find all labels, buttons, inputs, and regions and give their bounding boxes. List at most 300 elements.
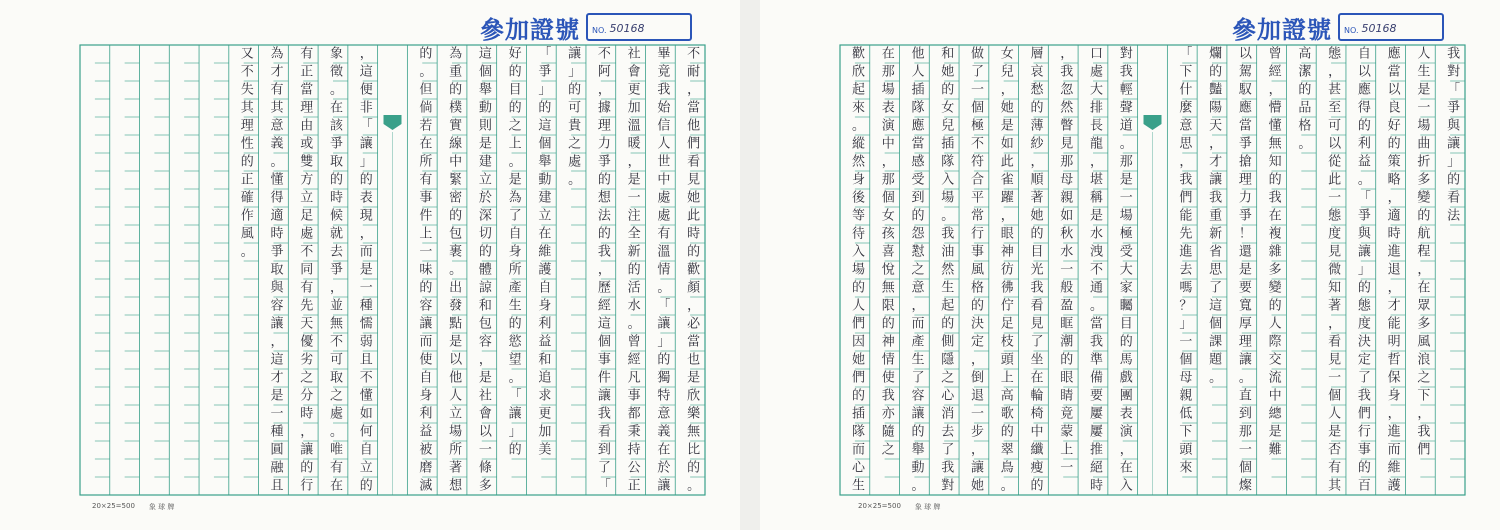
manuscript-char: ， bbox=[270, 334, 284, 350]
manuscript-char: 我 bbox=[1357, 388, 1371, 404]
manuscript-char: 中 bbox=[1268, 388, 1282, 404]
manuscript-char: 搶 bbox=[1238, 154, 1252, 170]
manuscript-char: 該 bbox=[330, 118, 344, 134]
manuscript-char: 性 bbox=[240, 136, 254, 152]
manuscript-char: 立 bbox=[478, 172, 492, 188]
manuscript-char: 益 bbox=[419, 424, 433, 440]
manuscript-char: 她 bbox=[970, 478, 985, 494]
manuscript-char: 而 bbox=[419, 334, 433, 350]
manuscript-char: 時 bbox=[330, 190, 344, 206]
manuscript-char: 取 bbox=[330, 154, 344, 170]
manuscript-char: 會 bbox=[627, 64, 641, 80]
manuscript-char: 插 bbox=[941, 136, 955, 152]
manuscript-char: 是 bbox=[1417, 82, 1431, 98]
manuscript-char: 不 bbox=[687, 46, 701, 62]
manuscript-char: 爭 bbox=[1238, 136, 1252, 152]
manuscript-char: ， bbox=[1030, 154, 1044, 170]
manuscript-char: 得 bbox=[1357, 100, 1371, 116]
manuscript-char: 」 bbox=[538, 82, 552, 98]
manuscript-char: 難 bbox=[1268, 442, 1282, 458]
manuscript-char: 因 bbox=[851, 334, 865, 350]
manuscript-char: ， bbox=[1000, 208, 1014, 224]
manuscript-char: 雜 bbox=[1268, 244, 1282, 260]
brand-label: 象 球 牌 bbox=[914, 503, 941, 511]
manuscript-char: 退 bbox=[970, 388, 985, 404]
manuscript-char: 有 bbox=[419, 172, 433, 188]
manuscript-char: 我 bbox=[1119, 64, 1133, 80]
manuscript-char: 倘 bbox=[419, 100, 433, 116]
manuscript-char: 天 bbox=[1209, 118, 1223, 134]
manuscript-char: 是 bbox=[449, 334, 463, 350]
manuscript-char: 求 bbox=[538, 388, 552, 404]
manuscript-char: 雙 bbox=[300, 154, 314, 170]
manuscript-char: ， bbox=[1000, 82, 1014, 98]
manuscript-char: 所 bbox=[419, 154, 433, 170]
manuscript-char: 益 bbox=[1357, 154, 1371, 170]
brand-label: 象 球 牌 bbox=[148, 503, 175, 511]
manuscript-char: 看 bbox=[1030, 298, 1044, 314]
manuscript-char: 於 bbox=[478, 190, 492, 206]
manuscript-char: 雀 bbox=[1000, 172, 1014, 188]
manuscript-char: 」 bbox=[568, 64, 582, 80]
manuscript-char: 。 bbox=[508, 154, 522, 170]
manuscript-char: 受 bbox=[1119, 244, 1133, 260]
manuscript-char: 。 bbox=[1090, 298, 1104, 314]
manuscript-char: 直 bbox=[1238, 388, 1252, 404]
manuscript-char: 讓 bbox=[1447, 136, 1461, 152]
manuscript-char: 是 bbox=[508, 172, 522, 188]
manuscript-char: 建 bbox=[478, 154, 492, 170]
manuscript-char: 讓 bbox=[657, 316, 671, 332]
manuscript-char: 流 bbox=[1268, 370, 1282, 386]
manuscript-char: 的 bbox=[911, 424, 925, 440]
manuscript-char: 水 bbox=[1090, 226, 1104, 242]
manuscript-char: 這 bbox=[270, 352, 284, 368]
manuscript-char: 品 bbox=[1298, 100, 1312, 116]
manuscript-char: 生 bbox=[851, 478, 865, 494]
manuscript-char: 百 bbox=[1357, 478, 1371, 494]
manuscript-char: 事 bbox=[1357, 442, 1371, 458]
manuscript-char: 母 bbox=[1060, 172, 1074, 188]
manuscript-char: 應 bbox=[1357, 82, 1371, 98]
manuscript-char: 一 bbox=[1060, 262, 1074, 278]
manuscript-char: 良 bbox=[1387, 100, 1401, 116]
manuscript-char: 見 bbox=[1060, 136, 1074, 152]
manuscript-char: 不 bbox=[1090, 262, 1104, 278]
manuscript-char: 口 bbox=[1090, 46, 1104, 62]
manuscript-char: 格 bbox=[970, 280, 985, 296]
manuscript-char: 諒 bbox=[478, 280, 492, 296]
manuscript-char: 產 bbox=[911, 334, 925, 350]
manuscript-char: 理 bbox=[240, 118, 254, 134]
manuscript-char: 當 bbox=[1090, 316, 1104, 332]
manuscript-char: ， bbox=[1060, 46, 1074, 62]
manuscript-char: 隱 bbox=[941, 352, 955, 368]
manuscript-char: 處 bbox=[657, 190, 671, 206]
manuscript-char: ， bbox=[687, 298, 701, 314]
manuscript-char: 的 bbox=[359, 478, 373, 494]
manuscript-char: 水 bbox=[627, 298, 641, 314]
manuscript-char: 睛 bbox=[1060, 388, 1074, 404]
manuscript-char: 瘦 bbox=[1030, 460, 1044, 476]
manuscript-char: 人 bbox=[851, 298, 865, 314]
manuscript-char: 那 bbox=[1119, 154, 1133, 170]
manuscript-char: 她 bbox=[851, 352, 865, 368]
manuscript-char: 女 bbox=[881, 208, 895, 224]
manuscript-char: 她 bbox=[1000, 100, 1014, 116]
manuscript-char: 一 bbox=[1119, 190, 1133, 206]
manuscript-char: 以 bbox=[1328, 136, 1342, 152]
manuscript-char: 的 bbox=[1357, 280, 1371, 296]
manuscript-char: 枝 bbox=[1000, 334, 1014, 350]
manuscript-char: 兒 bbox=[1000, 64, 1014, 80]
manuscript-char: 神 bbox=[881, 334, 895, 350]
manuscript-char: 當 bbox=[687, 100, 701, 116]
manuscript-char: 定 bbox=[970, 334, 985, 350]
manuscript-char: 的 bbox=[851, 280, 865, 296]
manuscript-char: 進 bbox=[1179, 244, 1193, 260]
manuscript-char: 才 bbox=[1209, 154, 1223, 170]
manuscript-char: 的 bbox=[881, 316, 895, 332]
manuscript-char: 欣 bbox=[851, 64, 865, 80]
manuscript-char: 入 bbox=[1119, 478, 1133, 494]
manuscript-char: 略 bbox=[1387, 172, 1401, 188]
manuscript-char: 演 bbox=[1119, 424, 1133, 440]
manuscript-char: 利 bbox=[1357, 136, 1371, 152]
manuscript-char: 複 bbox=[1268, 226, 1282, 242]
manuscript-char: 在 bbox=[881, 46, 895, 62]
manuscript-char: 場 bbox=[1417, 118, 1431, 134]
manuscript-char: 。 bbox=[270, 154, 284, 170]
manuscript-char: 個 bbox=[881, 190, 895, 206]
manuscript-char: 溫 bbox=[657, 244, 671, 260]
manuscript-char: 當 bbox=[300, 82, 314, 98]
manuscript-char: 場 bbox=[941, 190, 955, 206]
manuscript-char: 紗 bbox=[1030, 136, 1044, 152]
manuscript-char: 事 bbox=[970, 244, 985, 260]
manuscript-char: 包 bbox=[478, 316, 492, 332]
manuscript-char: 發 bbox=[449, 298, 463, 314]
manuscript-char: 保 bbox=[1387, 370, 1401, 386]
manuscript-char: 哀 bbox=[1030, 64, 1044, 80]
manuscript-char: 取 bbox=[270, 262, 284, 278]
manuscript-char: 明 bbox=[1387, 334, 1401, 350]
manuscript-char: 產 bbox=[508, 280, 522, 296]
manuscript-char: 退 bbox=[1387, 262, 1401, 278]
manuscript-char: 之 bbox=[508, 118, 522, 134]
manuscript-char: 正 bbox=[240, 172, 254, 188]
manuscript-char: 的 bbox=[478, 244, 492, 260]
manuscript-char: ， bbox=[359, 46, 373, 62]
manuscript-char: 一 bbox=[359, 280, 373, 296]
manuscript-char: 立 bbox=[538, 208, 552, 224]
manuscript-char: 眼 bbox=[1000, 226, 1014, 242]
manuscript-char: 孩 bbox=[881, 226, 895, 242]
manuscript-char: 限 bbox=[881, 298, 895, 314]
manuscript-char: 個 bbox=[1328, 388, 1342, 404]
manuscript-char: 的 bbox=[1030, 478, 1044, 494]
manuscript-char: 新 bbox=[1209, 226, 1223, 242]
manuscript-char: 讓 bbox=[568, 46, 582, 62]
manuscript-char: 頭 bbox=[1179, 442, 1193, 458]
manuscript-char: 到 bbox=[1238, 406, 1252, 422]
manuscript-char: 了 bbox=[970, 64, 985, 80]
manuscript-char: 自 bbox=[419, 370, 433, 386]
manuscript-char: 身 bbox=[1387, 388, 1401, 404]
manuscript-char: 中 bbox=[881, 136, 895, 152]
manuscript-char: 持 bbox=[627, 442, 641, 458]
manuscript-char: 活 bbox=[627, 280, 641, 296]
manuscript-char: 先 bbox=[1179, 226, 1193, 242]
manuscript-char: 有 bbox=[1328, 460, 1342, 476]
manuscript-char: 維 bbox=[538, 244, 552, 260]
manuscript-char: ， bbox=[911, 298, 925, 314]
manuscript-char: ， bbox=[881, 154, 895, 170]
manuscript-char: 劣 bbox=[300, 352, 314, 368]
manuscript-char: 。 bbox=[419, 64, 433, 80]
manuscript-char: 我 bbox=[1417, 424, 1431, 440]
manuscript-char: 極 bbox=[1119, 226, 1133, 242]
grid-size-label: 20×25=500 bbox=[858, 502, 901, 510]
manuscript-char: 舉 bbox=[911, 442, 925, 458]
manuscript-char: 懂 bbox=[270, 172, 284, 188]
manuscript-char: 個 bbox=[1209, 316, 1223, 332]
stamp-number-box bbox=[586, 13, 692, 41]
manuscript-char: 著 bbox=[1030, 190, 1044, 206]
manuscript-char: 信 bbox=[657, 118, 671, 134]
manuscript-char: 無 bbox=[330, 316, 344, 332]
manuscript-char: 馭 bbox=[1238, 82, 1252, 98]
manuscript-char: 懂 bbox=[1268, 118, 1282, 134]
manuscript-char: 上 bbox=[419, 226, 433, 242]
manuscript-char: 不 bbox=[359, 370, 373, 386]
manuscript-char: 理 bbox=[1238, 172, 1252, 188]
manuscript-char: 欣 bbox=[687, 388, 701, 404]
manuscript-char: 定 bbox=[1357, 352, 1371, 368]
manuscript-char: 候 bbox=[330, 208, 344, 224]
manuscript-char: 好 bbox=[508, 46, 522, 62]
manuscript-char: 凡 bbox=[627, 370, 641, 386]
manuscript-char: 足 bbox=[1000, 316, 1014, 332]
manuscript-char: 步 bbox=[970, 424, 985, 440]
manuscript-char: 在 bbox=[657, 442, 671, 458]
manuscript-char: 讓 bbox=[419, 316, 433, 332]
manuscript-char: 想 bbox=[597, 190, 611, 206]
manuscript-char: 一 bbox=[1060, 460, 1074, 476]
manuscript-char: 望 bbox=[508, 352, 522, 368]
manuscript-char: 有 bbox=[330, 460, 344, 476]
manuscript-char: 坐 bbox=[1030, 352, 1044, 368]
manuscript-char: 我 bbox=[941, 226, 955, 242]
manuscript-char: 失 bbox=[240, 82, 254, 98]
manuscript-char: 。 bbox=[941, 208, 955, 224]
manuscript-char: 」 bbox=[657, 334, 671, 350]
manuscript-char: 當 bbox=[687, 334, 701, 350]
manuscript-char: 場 bbox=[881, 82, 895, 98]
manuscript-char: 。 bbox=[1119, 136, 1133, 152]
manuscript-char: 輕 bbox=[1119, 82, 1133, 98]
manuscript-char: 的 bbox=[508, 316, 522, 332]
manuscript-char: 爭 bbox=[270, 244, 284, 260]
manuscript-char: 的 bbox=[240, 154, 254, 170]
manuscript-char: 立 bbox=[359, 460, 373, 476]
manuscript-char: 自 bbox=[538, 280, 552, 296]
manuscript-char: 這 bbox=[597, 316, 611, 332]
manuscript-char: 懵 bbox=[1268, 100, 1282, 116]
manuscript-char: 人 bbox=[1417, 46, 1431, 62]
manuscript-char: 生 bbox=[508, 298, 522, 314]
manuscript-char: 點 bbox=[449, 316, 463, 332]
manuscript-char: ， bbox=[627, 154, 641, 170]
manuscript-char: 。 bbox=[1209, 370, 1223, 386]
manuscript-char: 便 bbox=[359, 82, 373, 98]
manuscript-char: 龍 bbox=[1090, 136, 1104, 152]
manuscript-char: 圓 bbox=[270, 442, 284, 458]
manuscript-char: 道 bbox=[1119, 118, 1133, 134]
manuscript-char: 自 bbox=[359, 442, 373, 458]
manuscript-char: 大 bbox=[1090, 82, 1104, 98]
manuscript-char: 厚 bbox=[1238, 316, 1252, 332]
manuscript-char: 。 bbox=[657, 280, 671, 296]
manuscript-char: 切 bbox=[478, 226, 492, 242]
manuscript-char: 護 bbox=[1387, 478, 1401, 494]
manuscript-char: 」 bbox=[359, 154, 373, 170]
manuscript-char: 才 bbox=[270, 370, 284, 386]
manuscript-char: 要 bbox=[1090, 388, 1104, 404]
manuscript-char: 如 bbox=[1000, 136, 1014, 152]
manuscript-char: 多 bbox=[1268, 262, 1282, 278]
manuscript-char: 身 bbox=[538, 298, 552, 314]
manuscript-char: 的 bbox=[657, 352, 671, 368]
manuscript-char: 低 bbox=[1179, 406, 1193, 422]
manuscript-char: 社 bbox=[478, 388, 492, 404]
manuscript-char: 歡 bbox=[687, 262, 701, 278]
manuscript-char: 「 bbox=[508, 388, 522, 404]
manuscript-char: 們 bbox=[851, 316, 865, 332]
manuscript-char: 隊 bbox=[941, 154, 955, 170]
manuscript-char: 感 bbox=[911, 154, 925, 170]
manuscript-char: 的 bbox=[687, 244, 701, 260]
manuscript-char: 重 bbox=[449, 64, 463, 80]
entry-number-stamp bbox=[1232, 10, 1444, 44]
manuscript-char: 意 bbox=[657, 406, 671, 422]
manuscript-char: 動 bbox=[478, 100, 492, 116]
manuscript-char: 的 bbox=[597, 172, 611, 188]
manuscript-char: 態 bbox=[1328, 208, 1342, 224]
manuscript-char: 被 bbox=[419, 442, 433, 458]
manuscript-char: 。 bbox=[568, 172, 582, 188]
manuscript-char: 行 bbox=[1357, 424, 1371, 440]
manuscript-char: 讓 bbox=[657, 478, 671, 494]
manuscript-char: 在 bbox=[1268, 208, 1282, 224]
manuscript-char: 使 bbox=[419, 352, 433, 368]
manuscript-char: 們 bbox=[1417, 442, 1431, 458]
manuscript-char: 才 bbox=[270, 64, 284, 80]
manuscript-char: 的 bbox=[538, 100, 552, 116]
manuscript-char: 竟 bbox=[657, 64, 671, 80]
manuscript-char: 深 bbox=[478, 208, 492, 224]
manuscript-char: 舉 bbox=[478, 82, 492, 98]
manuscript-char: 排 bbox=[1090, 100, 1104, 116]
manuscript-char: 場 bbox=[851, 262, 865, 278]
manuscript-char: 她 bbox=[1030, 208, 1044, 224]
manuscript-char: ， bbox=[359, 226, 373, 242]
manuscript-char: 讓 bbox=[597, 388, 611, 404]
manuscript-char: 爭 bbox=[1238, 208, 1252, 224]
manuscript-char: 隊 bbox=[851, 424, 865, 440]
manuscript-char: 就 bbox=[330, 226, 344, 242]
manuscript-char: 力 bbox=[597, 136, 611, 152]
manuscript-char: 護 bbox=[538, 262, 552, 278]
manuscript-char: 一 bbox=[478, 442, 492, 458]
manuscript-char: 歡 bbox=[851, 46, 865, 62]
manuscript-char: 長 bbox=[1090, 118, 1104, 134]
manuscript-char: 的 bbox=[911, 208, 925, 224]
manuscript-char: 其 bbox=[1328, 478, 1342, 494]
manuscript-char: 我 bbox=[657, 82, 671, 98]
manuscript-char: 歷 bbox=[597, 280, 611, 296]
manuscript-char: 的 bbox=[449, 208, 463, 224]
manuscript-char: 身 bbox=[508, 244, 522, 260]
manuscript-char: 也 bbox=[687, 352, 701, 368]
manuscript-char: 是 bbox=[1090, 208, 1104, 224]
manuscript-char: 生 bbox=[941, 280, 955, 296]
manuscript-char: 會 bbox=[478, 406, 492, 422]
manuscript-char: 個 bbox=[1238, 460, 1252, 476]
manuscript-char: 可 bbox=[1328, 118, 1342, 134]
manuscript-char: 心 bbox=[851, 460, 865, 476]
manuscript-char: 進 bbox=[1387, 244, 1401, 260]
manuscript-char: 比 bbox=[687, 442, 701, 458]
manuscript-char: 極 bbox=[970, 118, 985, 134]
manuscript-char: 大 bbox=[1119, 262, 1133, 278]
manuscript-char: 世 bbox=[657, 154, 671, 170]
manuscript-char: ， bbox=[330, 280, 344, 296]
manuscript-char: 味 bbox=[419, 262, 433, 278]
manuscript-char: ， bbox=[1268, 82, 1282, 98]
manuscript-char: 。 bbox=[240, 244, 254, 260]
manuscript-char: 如 bbox=[1060, 208, 1074, 224]
manuscript-char: 對 bbox=[1447, 64, 1461, 80]
manuscript-char: 法 bbox=[597, 208, 611, 224]
manuscript-char: 優 bbox=[300, 334, 314, 350]
manuscript-char: 與 bbox=[1357, 226, 1371, 242]
manuscript-char: 時 bbox=[300, 406, 314, 422]
manuscript-char: 事 bbox=[627, 388, 641, 404]
manuscript-char: 我 bbox=[941, 460, 955, 476]
manuscript-char: 在 bbox=[538, 226, 552, 242]
manuscript-char: ， bbox=[1090, 154, 1104, 170]
manuscript-char: 了 bbox=[1357, 370, 1371, 386]
manuscript-char: 場 bbox=[449, 424, 463, 440]
manuscript-char: 態 bbox=[1328, 46, 1342, 62]
manuscript-char: 去 bbox=[330, 244, 344, 260]
manuscript-char: 的 bbox=[1209, 64, 1223, 80]
manuscript-char: 包 bbox=[449, 226, 463, 242]
manuscript-char: 建 bbox=[538, 190, 552, 206]
manuscript-char: 何 bbox=[359, 424, 373, 440]
manuscript-char: 入 bbox=[851, 244, 865, 260]
manuscript-char: 曲 bbox=[1417, 136, 1431, 152]
manuscript-char: 題 bbox=[1209, 352, 1223, 368]
manuscript-char: 的 bbox=[1357, 460, 1371, 476]
manuscript-char: 的 bbox=[941, 82, 955, 98]
manuscript-char: 正 bbox=[300, 64, 314, 80]
manuscript-char: 度 bbox=[1328, 226, 1342, 242]
manuscript-char: 作 bbox=[240, 208, 254, 224]
manuscript-char: 不 bbox=[240, 64, 254, 80]
manuscript-char: 的 bbox=[1030, 100, 1044, 116]
